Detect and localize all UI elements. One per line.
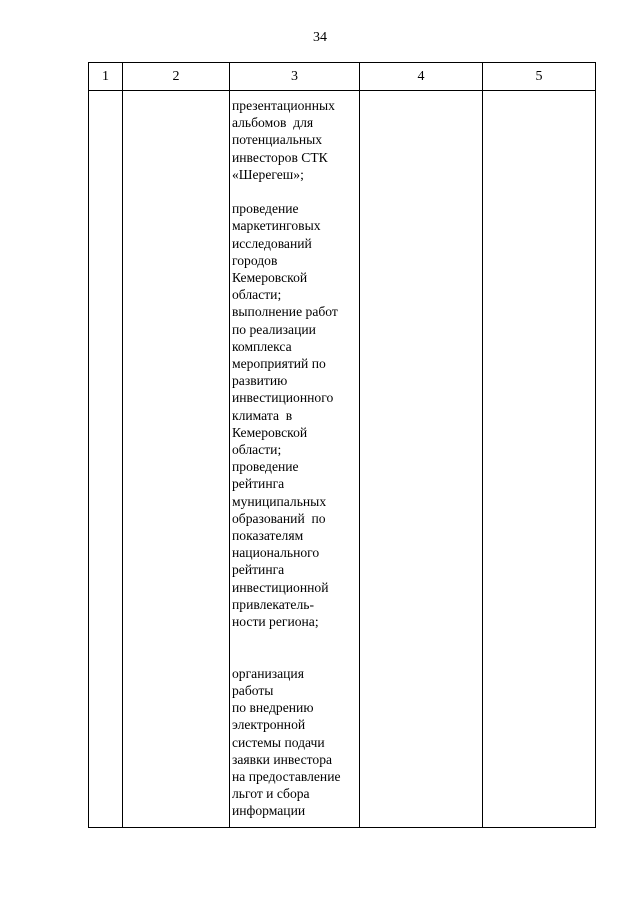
text-line: рейтинга bbox=[232, 476, 285, 492]
text-line: инвестиционной bbox=[232, 579, 329, 595]
text-line: исследований bbox=[232, 235, 312, 251]
text-line: альбомов для bbox=[232, 115, 314, 131]
text-line bbox=[232, 648, 356, 665]
text-line: проведение bbox=[232, 201, 299, 217]
text-line: по внедрению bbox=[232, 700, 314, 716]
text-line: электронной bbox=[232, 717, 306, 733]
text-line: инвестиционного bbox=[232, 390, 334, 406]
text-line: «Шерегеш»; bbox=[232, 166, 304, 182]
text-line bbox=[232, 630, 356, 647]
text-line: области; bbox=[232, 442, 282, 458]
text-line: образований по bbox=[232, 510, 326, 526]
column-divider-4 bbox=[482, 63, 483, 827]
text-line: на предоставление bbox=[232, 768, 341, 784]
text-line: комплекса bbox=[232, 338, 292, 354]
text-line: привлекатель- bbox=[232, 596, 314, 612]
text-line: потенциальных bbox=[232, 132, 323, 148]
column-divider-3 bbox=[359, 63, 360, 827]
text-line: организация bbox=[232, 665, 304, 681]
text-line: инвесторов СТК bbox=[232, 149, 328, 165]
header-col-5: 5 bbox=[535, 69, 543, 84]
text-line: заявки инвестора bbox=[232, 751, 333, 767]
text-line: Кемеровской bbox=[232, 424, 308, 440]
text-line: льгот и сбора bbox=[232, 786, 310, 802]
header-col-4: 4 bbox=[417, 69, 425, 84]
text-line: городов bbox=[232, 252, 278, 268]
column-divider-2 bbox=[229, 63, 230, 827]
column-divider-1 bbox=[122, 63, 123, 827]
header-divider bbox=[89, 90, 595, 91]
text-line: выполнение работ bbox=[232, 304, 338, 320]
text-line: маркетинговых bbox=[232, 218, 321, 234]
header-col-2: 2 bbox=[172, 69, 180, 84]
text-line: презентационных bbox=[232, 98, 335, 113]
text-line: области; bbox=[232, 287, 282, 303]
text-line: рейтинга bbox=[232, 562, 285, 578]
text-line: климата в bbox=[232, 407, 293, 423]
header-col-3: 3 bbox=[291, 69, 298, 84]
page-number: 34 bbox=[313, 30, 327, 45]
text-line: Кемеровской bbox=[232, 270, 308, 286]
text-line bbox=[232, 183, 356, 200]
text-line: проведение bbox=[232, 459, 299, 475]
text-line: муниципальных bbox=[232, 493, 327, 509]
text-line: ности региона; bbox=[232, 614, 319, 630]
text-line: работы bbox=[232, 682, 274, 698]
text-line: системы подачи bbox=[232, 734, 325, 750]
text-line: развитию bbox=[232, 373, 288, 389]
text-line: показателям bbox=[232, 528, 304, 544]
text-line: мероприятий по bbox=[232, 356, 326, 372]
text-line: национального bbox=[232, 545, 320, 561]
column-3-text bbox=[232, 97, 356, 820]
text-line: по реализации bbox=[232, 321, 316, 337]
header-col-1: 1 bbox=[102, 69, 109, 84]
text-line: информации bbox=[232, 803, 306, 819]
